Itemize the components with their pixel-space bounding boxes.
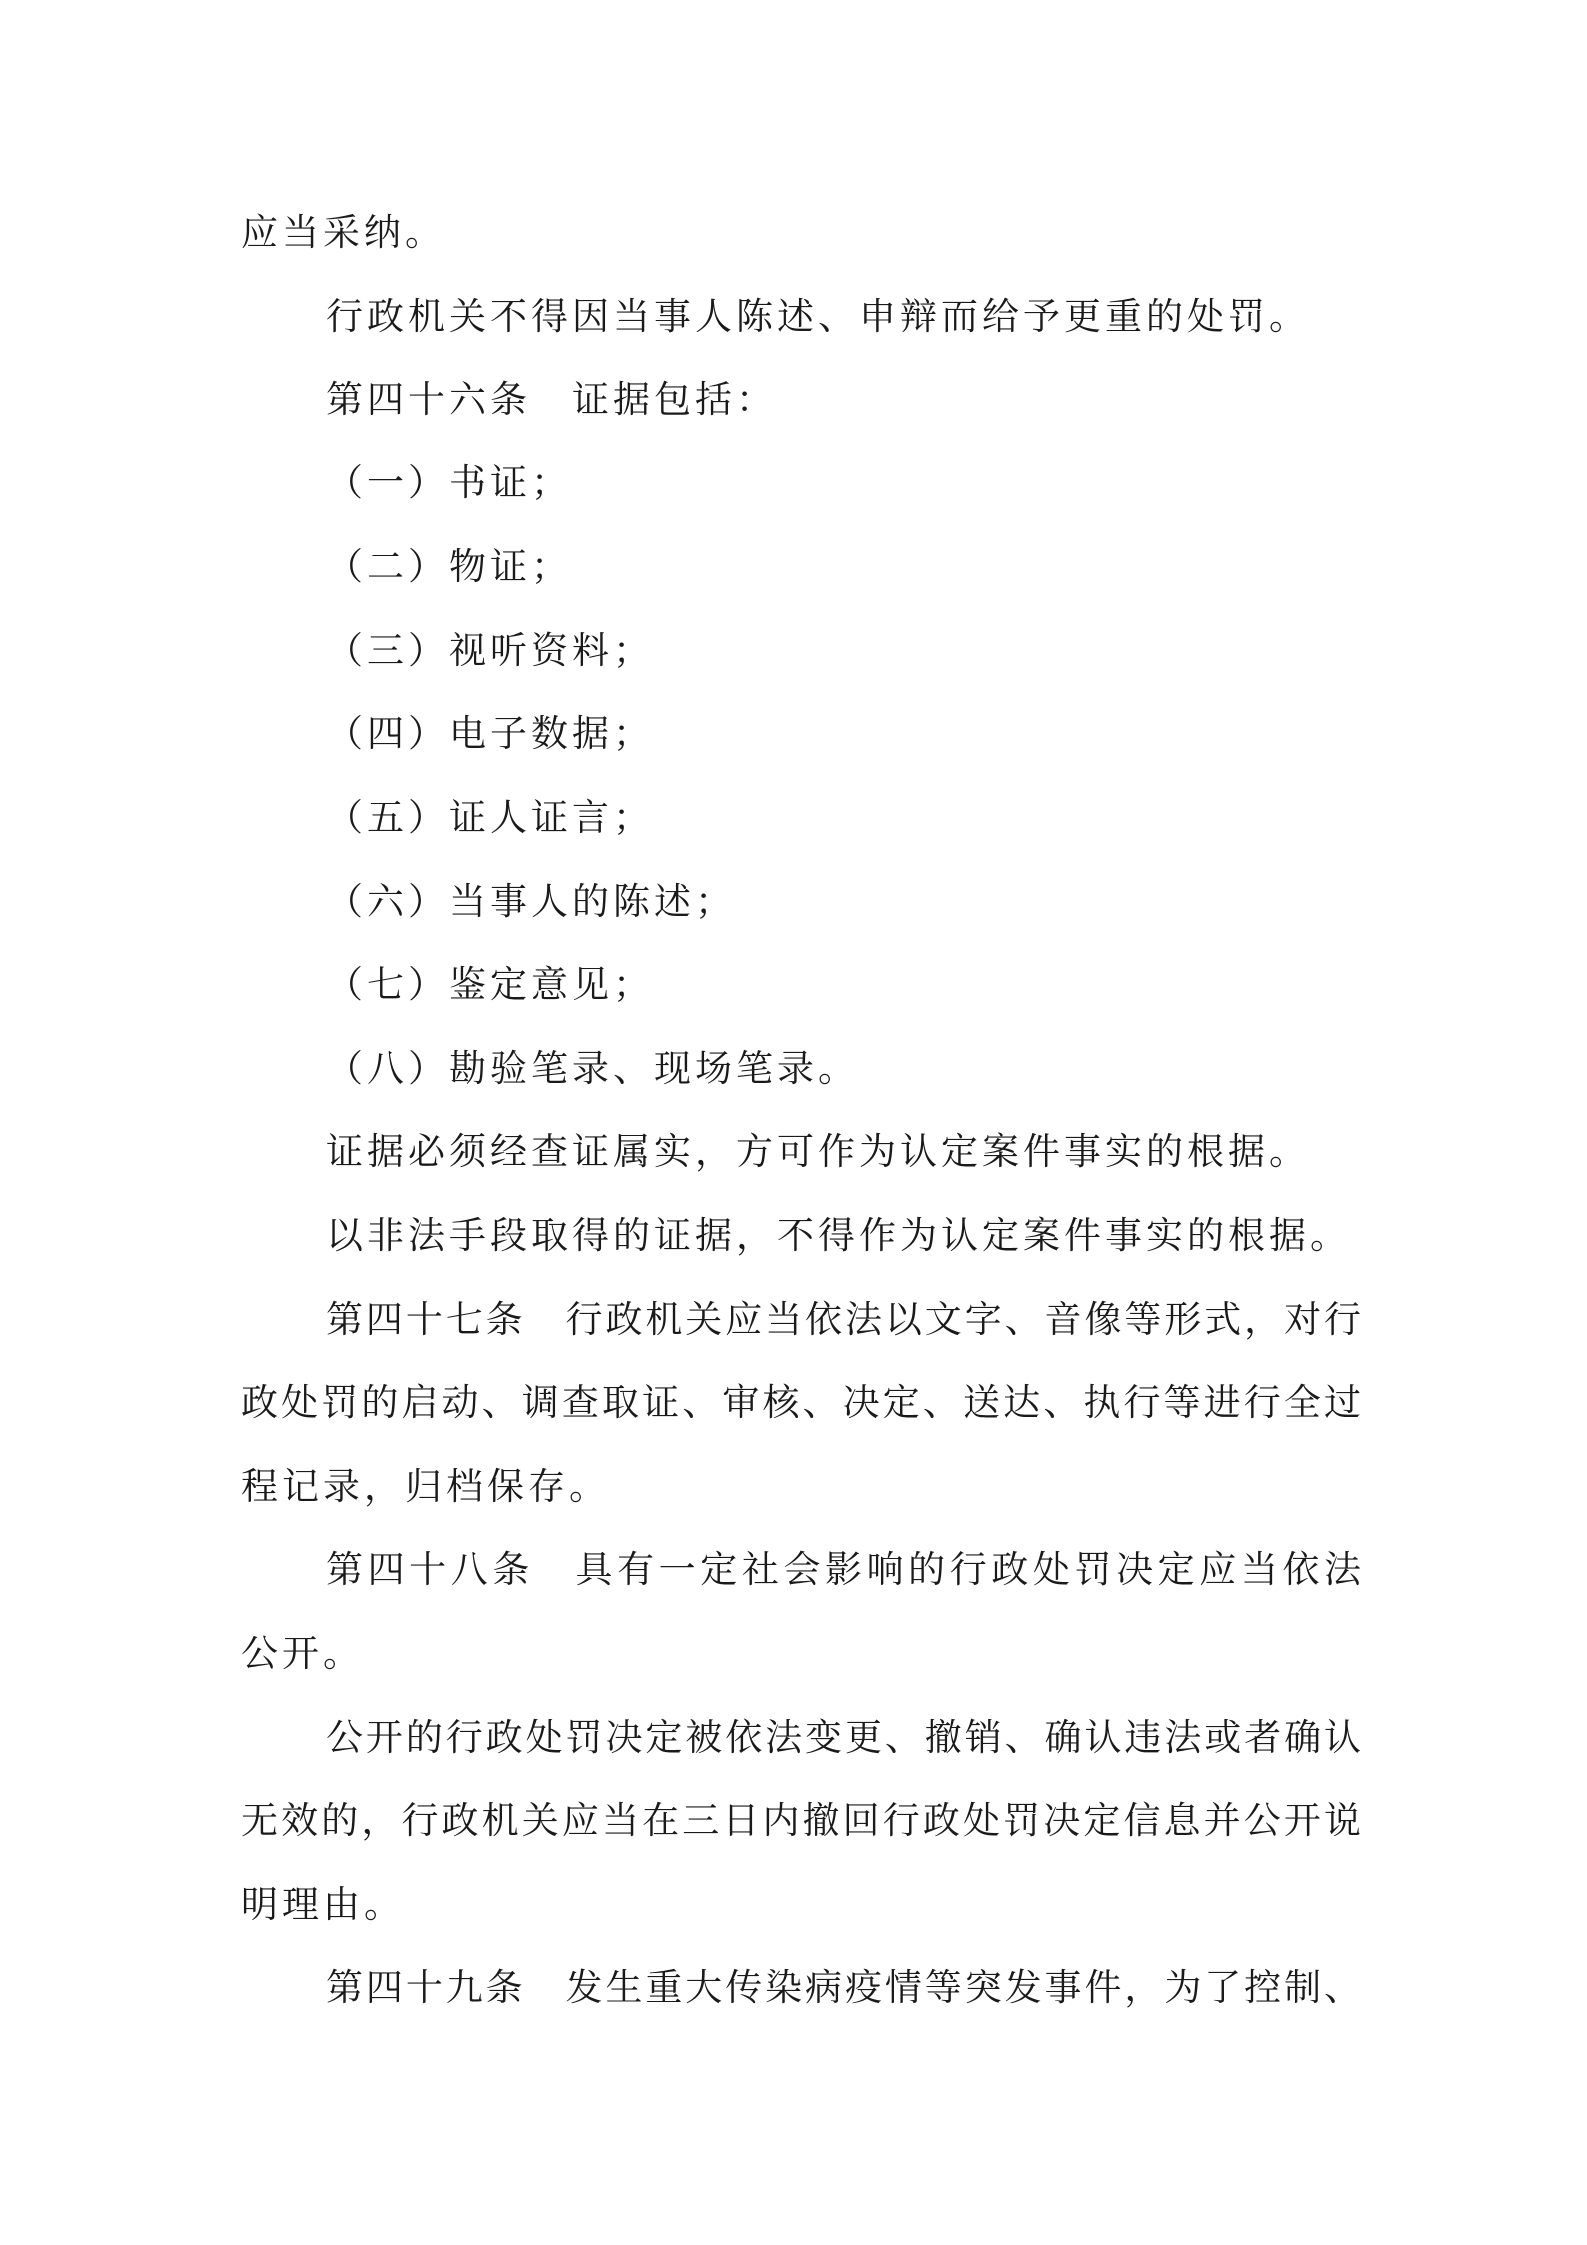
evidence-item-1: （一）书证；: [326, 461, 572, 504]
paragraph-line: 行政机关不得因当事人陈述、申辩而给予更重的处罚。: [326, 295, 1310, 338]
evidence-item-5: （五）证人证言；: [326, 796, 654, 839]
paragraph-line: 无效的，行政机关应当在三日内撤回行政处罚决定信息并公开说: [241, 1799, 1361, 1842]
evidence-item-8: （八）勘验笔录、现场笔录。: [326, 1047, 859, 1090]
evidence-item-3: （三）视听资料；: [326, 629, 654, 672]
article-47-line-3: 程记录，归档保存。: [241, 1465, 610, 1508]
paragraph-line: 明理由。: [241, 1883, 405, 1926]
paragraph-line: 证据必须经查证属实，方可作为认定案件事实的根据。: [326, 1130, 1310, 1173]
paragraph-line: 以非法手段取得的证据，不得作为认定案件事实的根据。: [326, 1214, 1351, 1257]
article-48-line-1: 第四十八条 具有一定社会影响的行政处罚决定应当依法: [326, 1548, 1361, 1591]
evidence-item-4: （四）电子数据；: [326, 712, 654, 755]
article-47-line-1: 第四十七条 行政机关应当依法以文字、音像等形式，对行: [326, 1298, 1361, 1341]
evidence-item-2: （二）物证；: [326, 545, 572, 588]
evidence-item-6: （六）当事人的陈述；: [326, 880, 736, 923]
article-49-line-1: 第四十九条 发生重大传染病疫情等突发事件，为了控制、: [326, 1966, 1361, 2009]
article-47-line-2: 政处罚的启动、调查取证、审核、决定、送达、执行等进行全过: [241, 1381, 1361, 1424]
paragraph-continuation: 应当采纳。: [241, 211, 446, 254]
paragraph-line: 公开的行政处罚决定被依法变更、撤销、确认违法或者确认: [326, 1716, 1361, 1759]
article-48-line-2: 公开。: [241, 1632, 364, 1675]
evidence-item-7: （七）鉴定意见；: [326, 963, 654, 1006]
article-46-heading: 第四十六条 证据包括：: [326, 378, 777, 421]
